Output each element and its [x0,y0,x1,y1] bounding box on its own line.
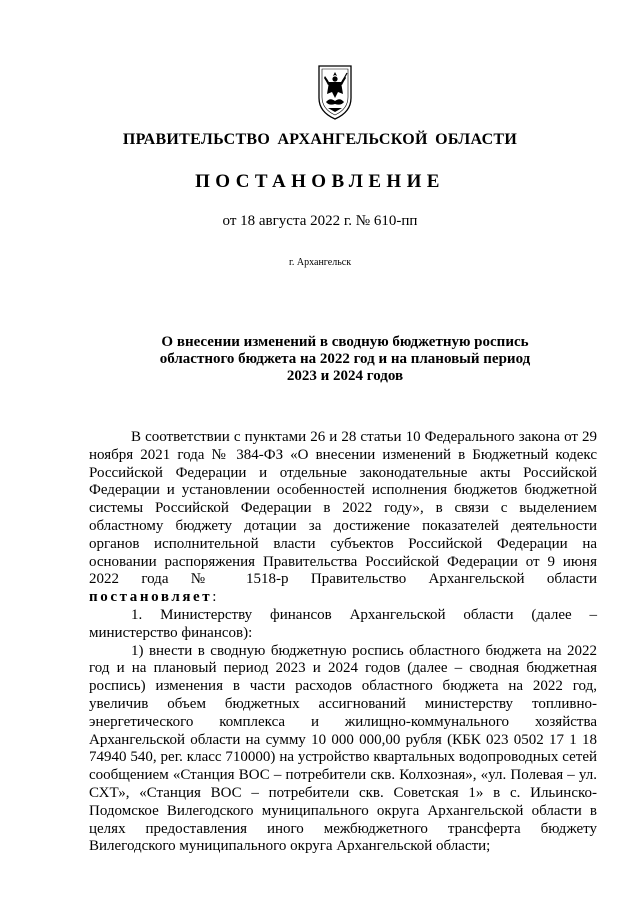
item-1-paragraph: 1. Министерству финансов Архангельской области (далее – министерство финансов): [89,606,597,641]
document-type: ПОСТАНОВЛЕНИЕ [195,171,445,192]
document-city: г. Архангельск [288,257,352,268]
document-title [150,334,540,385]
title-line-1: О внесении изменений в сводную бюджетную роспись [161,334,529,350]
organization-name: ПРАВИТЕЛЬСТВО АРХАНГЕЛЬСКОЙ ОБЛАСТИ [122,131,518,148]
decree-word: постановляет [89,589,213,606]
document-body [89,429,597,856]
item-1-1-paragraph: 1) внести в сводную бюджетную роспись областного бюджета на 2022 год и на плановый период 2023 и 2024 годов (далее – сводная бюджетная роспись) изменения в части расходов областного бюджета на 2022 год, увеличив объем бюджетных ассигнований министерству топливно-энергетического комплекса и жилищно-коммунального хозяйства Архангельской области на сумму 10 000 000,00 рубля (КБК 023 0502 17 1 18 74940 540, рег. класс 710000) на устройство квартальных водопроводных сетей сообщением «Станция ВОС – потребители скв. Колхозная», «ул. Полевая – ул. СХТ», «Станция ВОС – потребители скв. Советская 1» в с. Ильинско-Подомское Вилегодского муниципального округа Архангельской области в целях предоставления иного межбюджетного трансферта бюджету Вилегодского муниципального округа Архангельской области; [89,642,597,855]
decree-colon: : [212,589,217,606]
title-line-3: 2023 и 2024 годов [286,368,404,384]
document-date-number: от 18 августа 2022 г. № 610-пп [222,213,418,229]
title-line-2: областного бюджета на 2022 год и на плановый период [159,351,531,367]
preamble-paragraph [89,429,597,607]
preamble-text: В соответствии с пунктами 26 и 28 статьи 10 Федерального закона от 29 ноября 2021 года № 384-ФЗ «О внесении изменений в Бюджетный кодекс Российской Федерации и отдельные законодательные акты Российской Федерации и установлении особенностей исполнения бюджетов бюджетной системы Российской Федерации в 2022 году», в связи с выделением областному бюджету дотации за достижение показателей деятельности органов исполнительной власти субъектов Российской Федерации на основании распоряжения Правительства Российской Федерации от 9 июня 2022 года № 1518-р Правительство Архангельской области [89,429,597,588]
coat-of-arms-icon [316,62,354,122]
